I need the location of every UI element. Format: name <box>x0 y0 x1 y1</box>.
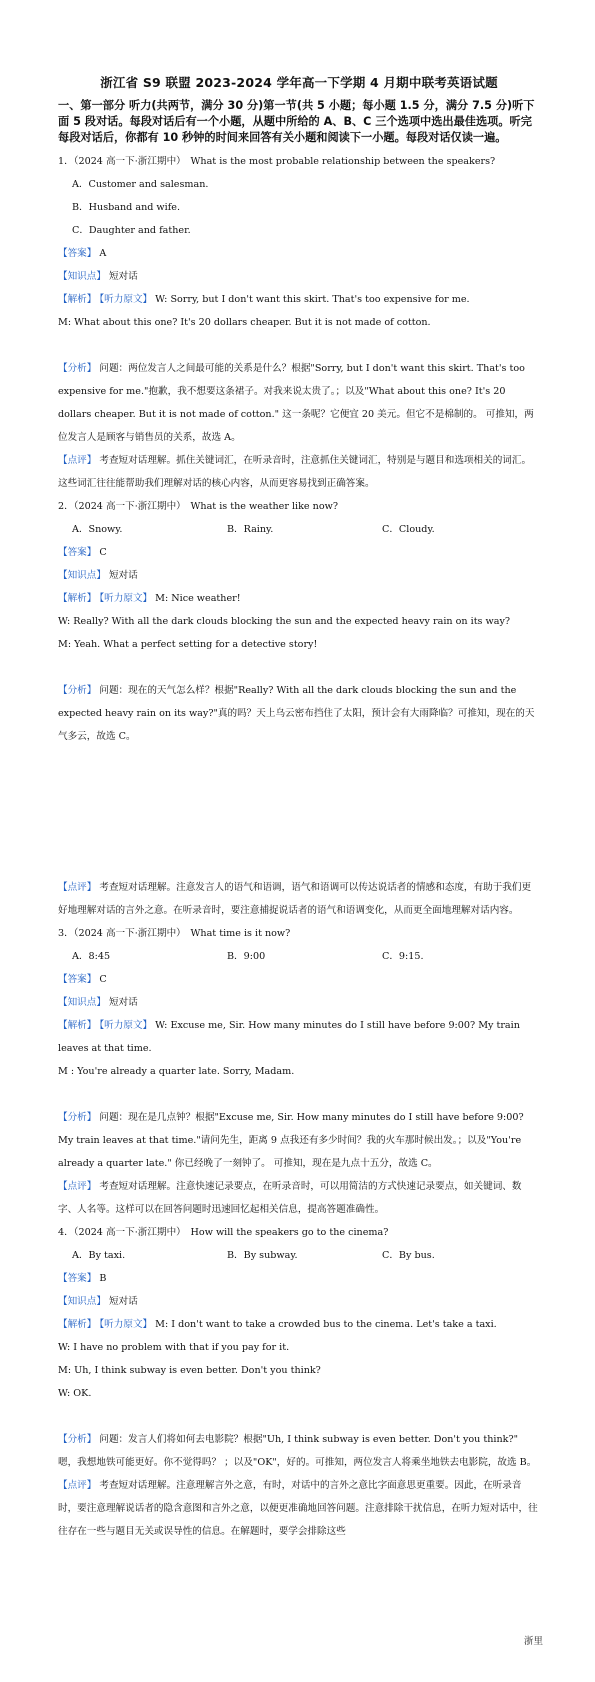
q4-option-c: C．By bus. <box>382 1250 435 1261</box>
answer-label: 【答案】 <box>58 1273 97 1284</box>
dianping-label: 【点评】 <box>58 1480 97 1491</box>
q2-fenxi-text: 问题：现在的天气怎么样？根据"Really? With all the dark clouds blocking the sun and the expected heavy rain on its way?"真的吗？天上乌云密布挡住了太阳，预计会有大雨降临？可推知，现在的天气多云，故选 C。 <box>58 685 535 742</box>
answer-label: 【答案】 <box>58 974 97 985</box>
knowledge-label: 【知识点】 <box>58 570 106 581</box>
q3-option-a: A．8:45 <box>72 951 111 962</box>
q3-transcript-2: M : You're already a quarter late. Sorry, Madam. <box>58 1066 295 1077</box>
answer-label: 【答案】 <box>58 547 97 558</box>
q1-answer-value: A <box>99 248 107 259</box>
q1-transcript-2: M: What about this one? It's 20 dollars cheaper. But it is not made of cotton. <box>58 317 431 328</box>
q1-fenxi <box>58 357 540 449</box>
q3-option-b: B．9:00 <box>227 951 266 962</box>
q4-transcript-3: M: Uh, I think subway is even better. Don't you think? <box>58 1365 321 1376</box>
q1-transcript-1: W: Sorry, but I don't want this skirt. That's too expensive for me. <box>155 294 470 305</box>
q1-answer <box>58 242 540 265</box>
q3-option-c: C．9:15. <box>382 951 424 962</box>
q4-comment <box>58 1474 540 1543</box>
q3-transcript-1: W: Excuse me, Sir. How many minutes do I still have before 9:00? My train leaves at that time. <box>58 1020 520 1054</box>
fenxi-label: 【分析】 <box>58 685 97 696</box>
source-label: 【听力原文】 <box>99 593 153 604</box>
q1-knowledge <box>58 265 540 288</box>
q2-knowledge <box>58 564 540 587</box>
q4-answer <box>58 1267 540 1290</box>
section-header: 一、第一部分 听力(共两节，满分 30 分)第一节(共 5 小题；每小题 1.5 分，满分 7.5 分)听下面 5 段对话。每段对话后有一个小题，从题中所给的 A、B、C 三个选项中选出最佳选项。听完每段对话后，你都有 10 秒钟的时间来回答有关小题和阅读下一小题。每段对话仅读一遍。 <box>58 99 535 144</box>
q3-knowledge <box>58 991 540 1014</box>
q4-option-b: B．By subway. <box>227 1250 298 1261</box>
q1-fenxi-text: 问题：两位发言人之间最可能的关系是什么？根据"Sorry, but I don't want this skirt. That's too expensive for me."抱歉，我不想要这条裙子。对我来说太贵了。；以及"What about this one? It's 20 dollars cheaper. But it is not made of cotton." 这一条呢？它便宜 20 美元。但它不是棉制的。 可推知，两位发言人是顾客与销售员的关系，故选 A。 <box>58 363 534 443</box>
q2-transcript-1: M: Nice weather! <box>155 593 241 604</box>
q1-option-c: C．Daughter and father. <box>72 225 191 236</box>
q3-answer <box>58 968 540 991</box>
q3-stem: 3．（2024 高一下·浙江期中） What time is it now? <box>58 928 291 939</box>
q2-options <box>58 518 540 541</box>
q4-analysis <box>58 1313 540 1336</box>
q2-stem: 2．（2024 高一下·浙江期中） What is the weather like now? <box>58 501 338 512</box>
q2-answer-value: C <box>99 547 107 558</box>
q3-fenxi-text: 问题：现在是几点钟？根据"Excuse me, Sir. How many minutes do I still have before 9:00? My train leaves at that time."请问先生，距离 9 点我还有多少时间？我的火车那时候出发。；以及"You're already a quarter late." 你已经晚了一刻钟了。 可推知，现在是九点十五分，故选 C。 <box>58 1112 524 1169</box>
q3-comment-text: 考查短对话理解。注意快速记录要点，在听录音时，可以用简洁的方式快速记录要点，如关键词、数字、人名等。这样可以在回答问题时迅速回忆起相关信息，提高答题准确性。 <box>58 1181 522 1215</box>
q4-options <box>58 1244 540 1267</box>
analysis-label: 【解析】 <box>58 593 97 604</box>
source-label: 【听力原文】 <box>99 294 153 305</box>
knowledge-label: 【知识点】 <box>58 1296 106 1307</box>
q4-transcript-4: W: OK. <box>58 1388 92 1399</box>
q4-answer-value: B <box>99 1273 107 1284</box>
q2-option-b: B．Rainy. <box>227 524 274 535</box>
q3-analysis <box>58 1014 540 1060</box>
q1-comment-text: 考查短对话理解。抓住关键词汇，在听录音时，注意抓住关键词汇，特别是与题目和选项相关的词汇。这些词汇往往能帮助我们理解对话的核心内容，从而更容易找到正确答案。 <box>58 455 532 489</box>
page-title: 浙江省 S9 联盟 2023-2024 学年高一下学期 4 月期中联考英语试题 <box>100 75 498 90</box>
q4-knowledge <box>58 1290 540 1313</box>
page-footer: 浙里 <box>523 1636 543 1647</box>
source-label: 【听力原文】 <box>99 1319 153 1330</box>
dianping-label: 【点评】 <box>58 455 97 466</box>
dianping-label: 【点评】 <box>58 1181 97 1192</box>
fenxi-label: 【分析】 <box>58 1112 97 1123</box>
q2-analysis <box>58 587 540 610</box>
q1-comment <box>58 449 540 495</box>
analysis-label: 【解析】 <box>58 1020 97 1031</box>
q2-transcript-3: M: Yeah. What a perfect setting for a detective story! <box>58 639 318 650</box>
dianping-label: 【点评】 <box>58 882 97 893</box>
q1-knowledge-value: 短对话 <box>108 271 138 282</box>
q3-fenxi <box>58 1106 540 1175</box>
q2-comment-text: 考查短对话理解。注意发言人的语气和语调，语气和语调可以传达说话者的情感和态度，有助于我们更好地理解对话的言外之意。在听录音时，要注意捕捉说话者的语气和语调变化，从而更全面地理解对话内容。 <box>58 882 532 916</box>
q2-answer <box>58 541 540 564</box>
knowledge-label: 【知识点】 <box>58 997 106 1008</box>
q4-transcript-1: M: I don't want to take a crowded bus to the cinema. Let's take a taxi. <box>155 1319 497 1330</box>
q4-stem: 4．（2024 高一下·浙江期中） How will the speakers go to the cinema? <box>58 1227 389 1238</box>
knowledge-label: 【知识点】 <box>58 271 106 282</box>
q2-option-c: C．Cloudy. <box>382 524 435 535</box>
q3-knowledge-value: 短对话 <box>108 997 138 1008</box>
source-label: 【听力原文】 <box>99 1020 153 1031</box>
q2-transcript-2: W: Really? With all the dark clouds blocking the sun and the expected heavy rain on its way? <box>58 616 511 627</box>
q1-option-b: B．Husband and wife. <box>72 202 180 213</box>
analysis-label: 【解析】 <box>58 294 97 305</box>
q4-fenxi-text: 问题：发言人们将如何去电影院？根据"Uh, I think subway is even better. Don't you think?" 嗯，我想地铁可能更好。你不觉得吗？ ；以及"OK"，好的。可推知，两位发言人将乘坐地铁去电影院，故选 B。 <box>58 1434 537 1468</box>
q4-transcript-2: W: I have no problem with that if you pay for it. <box>58 1342 290 1353</box>
q4-option-a: A．By taxi. <box>72 1250 126 1261</box>
q2-option-a: A．Snowy. <box>72 524 123 535</box>
q1-analysis <box>58 288 540 311</box>
q2-comment <box>58 876 540 922</box>
document-page <box>58 74 540 1543</box>
q3-options <box>58 945 540 968</box>
fenxi-label: 【分析】 <box>58 1434 97 1445</box>
q2-fenxi <box>58 679 540 748</box>
q4-knowledge-value: 短对话 <box>108 1296 138 1307</box>
q1-stem: 1．（2024 高一下·浙江期中） What is the most probable relationship between the speakers? <box>58 156 496 167</box>
q1-option-a: A．Customer and salesman. <box>72 179 209 190</box>
q2-knowledge-value: 短对话 <box>108 570 138 581</box>
q3-comment <box>58 1175 540 1221</box>
fenxi-label: 【分析】 <box>58 363 97 374</box>
analysis-label: 【解析】 <box>58 1319 97 1330</box>
q4-comment-text: 考查短对话理解。注意理解言外之意，有时，对话中的言外之意比字面意思更重要。因此，在听录音时，要注意理解说话者的隐含意图和言外之意，以便更准确地回答问题。注意排除干扰信息，在听力短对话中，往往存在一些与题目无关或误导性的信息。在解题时，要学会排除这些 <box>58 1480 538 1537</box>
answer-label: 【答案】 <box>58 248 97 259</box>
q3-answer-value: C <box>99 974 107 985</box>
q4-fenxi <box>58 1428 540 1474</box>
